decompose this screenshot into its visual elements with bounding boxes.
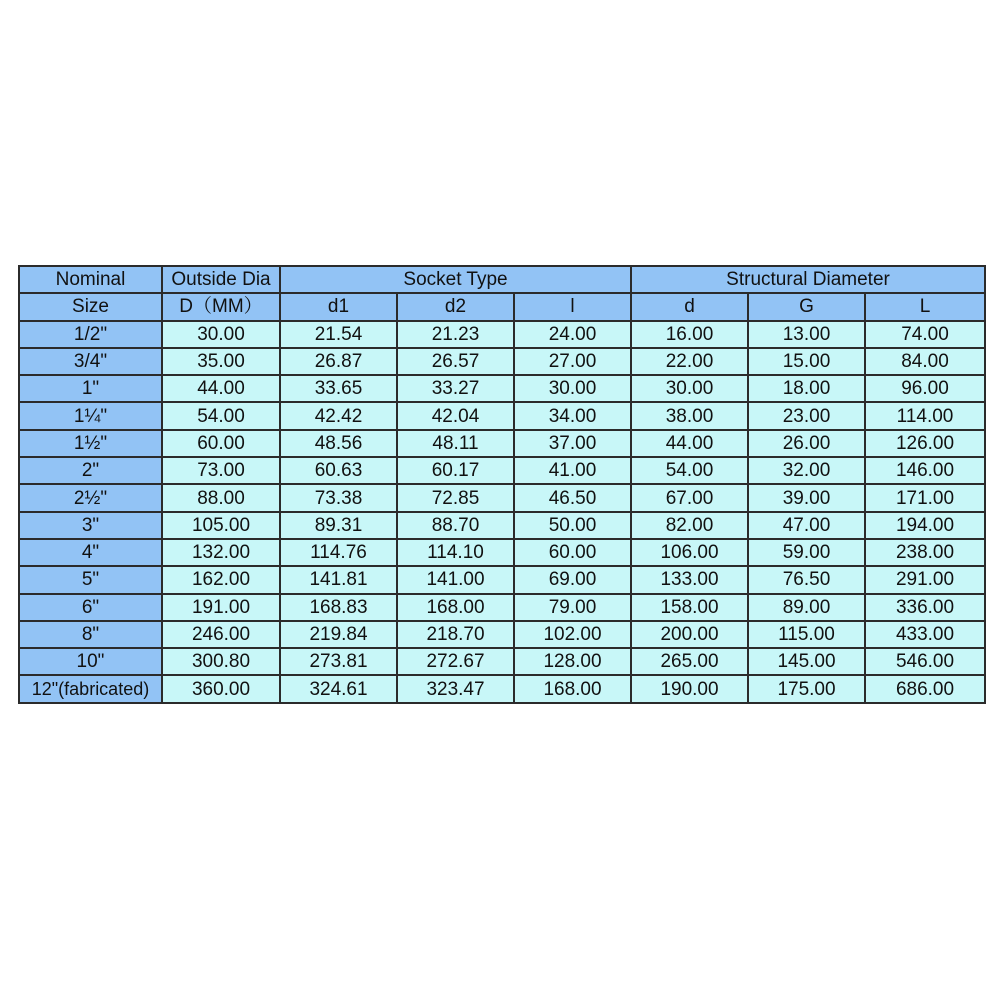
header-col-d1: d1 xyxy=(280,293,397,320)
table-row xyxy=(19,484,985,511)
table-row xyxy=(19,594,985,621)
d1-cell: 89.31 xyxy=(280,512,397,539)
d2-cell: 114.10 xyxy=(397,539,514,566)
d-cell: 54.00 xyxy=(631,457,748,484)
l-structural-cell: 336.00 xyxy=(865,594,985,621)
d-cell: 22.00 xyxy=(631,348,748,375)
d2-cell: 218.70 xyxy=(397,621,514,648)
outside-dia-cell: 246.00 xyxy=(162,621,280,648)
l-structural-cell: 238.00 xyxy=(865,539,985,566)
table-row xyxy=(19,321,985,348)
l-structural-cell: 171.00 xyxy=(865,484,985,511)
l-structural-cell: 194.00 xyxy=(865,512,985,539)
l-socket-cell: 34.00 xyxy=(514,402,631,429)
d2-cell: 141.00 xyxy=(397,566,514,593)
g-cell: 23.00 xyxy=(748,402,865,429)
pipe-spec-table xyxy=(18,265,986,704)
header-col-g: G xyxy=(748,293,865,320)
g-cell: 47.00 xyxy=(748,512,865,539)
g-cell: 18.00 xyxy=(748,375,865,402)
size-cell: 1" xyxy=(19,375,162,402)
l-structural-cell: 291.00 xyxy=(865,566,985,593)
size-cell: 1¼" xyxy=(19,402,162,429)
d-cell: 44.00 xyxy=(631,430,748,457)
outside-dia-cell: 44.00 xyxy=(162,375,280,402)
header-size: Size xyxy=(19,293,162,320)
d1-cell: 324.61 xyxy=(280,675,397,702)
header-row-1 xyxy=(19,266,985,293)
header-col-l-socket: l xyxy=(514,293,631,320)
outside-dia-cell: 73.00 xyxy=(162,457,280,484)
d1-cell: 48.56 xyxy=(280,430,397,457)
d-cell: 16.00 xyxy=(631,321,748,348)
header-outside-dia: Outside Dia xyxy=(162,266,280,293)
header-col-l-structural: L xyxy=(865,293,985,320)
table-row xyxy=(19,621,985,648)
outside-dia-cell: 300.80 xyxy=(162,648,280,675)
size-cell: 1½" xyxy=(19,430,162,457)
table-row xyxy=(19,675,985,702)
g-cell: 115.00 xyxy=(748,621,865,648)
l-socket-cell: 27.00 xyxy=(514,348,631,375)
size-cell: 8" xyxy=(19,621,162,648)
g-cell: 175.00 xyxy=(748,675,865,702)
d2-cell: 272.67 xyxy=(397,648,514,675)
g-cell: 15.00 xyxy=(748,348,865,375)
l-socket-cell: 102.00 xyxy=(514,621,631,648)
size-cell: 12"(fabricated) xyxy=(19,675,162,702)
table-row xyxy=(19,512,985,539)
d-cell: 200.00 xyxy=(631,621,748,648)
outside-dia-cell: 191.00 xyxy=(162,594,280,621)
d-cell: 133.00 xyxy=(631,566,748,593)
l-socket-cell: 69.00 xyxy=(514,566,631,593)
size-cell: 1/2" xyxy=(19,321,162,348)
table-row xyxy=(19,375,985,402)
l-structural-cell: 686.00 xyxy=(865,675,985,702)
g-cell: 39.00 xyxy=(748,484,865,511)
d1-cell: 26.87 xyxy=(280,348,397,375)
size-cell: 5" xyxy=(19,566,162,593)
size-cell: 10" xyxy=(19,648,162,675)
d1-cell: 73.38 xyxy=(280,484,397,511)
d-cell: 38.00 xyxy=(631,402,748,429)
d2-cell: 72.85 xyxy=(397,484,514,511)
l-structural-cell: 126.00 xyxy=(865,430,985,457)
l-structural-cell: 96.00 xyxy=(865,375,985,402)
g-cell: 13.00 xyxy=(748,321,865,348)
outside-dia-cell: 88.00 xyxy=(162,484,280,511)
d-cell: 158.00 xyxy=(631,594,748,621)
d-cell: 30.00 xyxy=(631,375,748,402)
d2-cell: 168.00 xyxy=(397,594,514,621)
size-cell: 4" xyxy=(19,539,162,566)
table-row xyxy=(19,539,985,566)
d2-cell: 323.47 xyxy=(397,675,514,702)
g-cell: 32.00 xyxy=(748,457,865,484)
l-socket-cell: 24.00 xyxy=(514,321,631,348)
header-socket-type: Socket Type xyxy=(280,266,631,293)
l-structural-cell: 146.00 xyxy=(865,457,985,484)
d2-cell: 26.57 xyxy=(397,348,514,375)
d1-cell: 141.81 xyxy=(280,566,397,593)
l-socket-cell: 168.00 xyxy=(514,675,631,702)
g-cell: 59.00 xyxy=(748,539,865,566)
header-col-d2: d2 xyxy=(397,293,514,320)
l-socket-cell: 60.00 xyxy=(514,539,631,566)
l-socket-cell: 46.50 xyxy=(514,484,631,511)
d-cell: 190.00 xyxy=(631,675,748,702)
header-structural-diameter: Structural Diameter xyxy=(631,266,985,293)
l-structural-cell: 546.00 xyxy=(865,648,985,675)
g-cell: 145.00 xyxy=(748,648,865,675)
d1-cell: 60.63 xyxy=(280,457,397,484)
l-socket-cell: 30.00 xyxy=(514,375,631,402)
header-row-2 xyxy=(19,293,985,320)
d2-cell: 48.11 xyxy=(397,430,514,457)
d-cell: 82.00 xyxy=(631,512,748,539)
outside-dia-cell: 132.00 xyxy=(162,539,280,566)
d-cell: 67.00 xyxy=(631,484,748,511)
l-structural-cell: 74.00 xyxy=(865,321,985,348)
d1-cell: 42.42 xyxy=(280,402,397,429)
d2-cell: 88.70 xyxy=(397,512,514,539)
header-outside-dia-unit: D（MM） xyxy=(162,293,280,320)
l-socket-cell: 41.00 xyxy=(514,457,631,484)
table-row xyxy=(19,457,985,484)
size-cell: 2½" xyxy=(19,484,162,511)
table-row xyxy=(19,348,985,375)
d-cell: 265.00 xyxy=(631,648,748,675)
header-nominal: Nominal xyxy=(19,266,162,293)
d2-cell: 33.27 xyxy=(397,375,514,402)
d1-cell: 219.84 xyxy=(280,621,397,648)
l-socket-cell: 50.00 xyxy=(514,512,631,539)
d2-cell: 60.17 xyxy=(397,457,514,484)
l-socket-cell: 37.00 xyxy=(514,430,631,457)
l-structural-cell: 433.00 xyxy=(865,621,985,648)
g-cell: 76.50 xyxy=(748,566,865,593)
table-row xyxy=(19,402,985,429)
table-row xyxy=(19,648,985,675)
size-cell: 3" xyxy=(19,512,162,539)
d1-cell: 168.83 xyxy=(280,594,397,621)
d1-cell: 114.76 xyxy=(280,539,397,566)
l-socket-cell: 79.00 xyxy=(514,594,631,621)
table-row xyxy=(19,430,985,457)
outside-dia-cell: 30.00 xyxy=(162,321,280,348)
size-cell: 6" xyxy=(19,594,162,621)
outside-dia-cell: 54.00 xyxy=(162,402,280,429)
outside-dia-cell: 360.00 xyxy=(162,675,280,702)
d-cell: 106.00 xyxy=(631,539,748,566)
d2-cell: 42.04 xyxy=(397,402,514,429)
outside-dia-cell: 105.00 xyxy=(162,512,280,539)
table-body xyxy=(19,321,985,703)
d1-cell: 21.54 xyxy=(280,321,397,348)
d2-cell: 21.23 xyxy=(397,321,514,348)
g-cell: 89.00 xyxy=(748,594,865,621)
d1-cell: 33.65 xyxy=(280,375,397,402)
l-structural-cell: 84.00 xyxy=(865,348,985,375)
outside-dia-cell: 60.00 xyxy=(162,430,280,457)
size-cell: 3/4" xyxy=(19,348,162,375)
d1-cell: 273.81 xyxy=(280,648,397,675)
l-structural-cell: 114.00 xyxy=(865,402,985,429)
outside-dia-cell: 35.00 xyxy=(162,348,280,375)
g-cell: 26.00 xyxy=(748,430,865,457)
l-socket-cell: 128.00 xyxy=(514,648,631,675)
header-col-d: d xyxy=(631,293,748,320)
size-cell: 2" xyxy=(19,457,162,484)
table-row xyxy=(19,566,985,593)
outside-dia-cell: 162.00 xyxy=(162,566,280,593)
